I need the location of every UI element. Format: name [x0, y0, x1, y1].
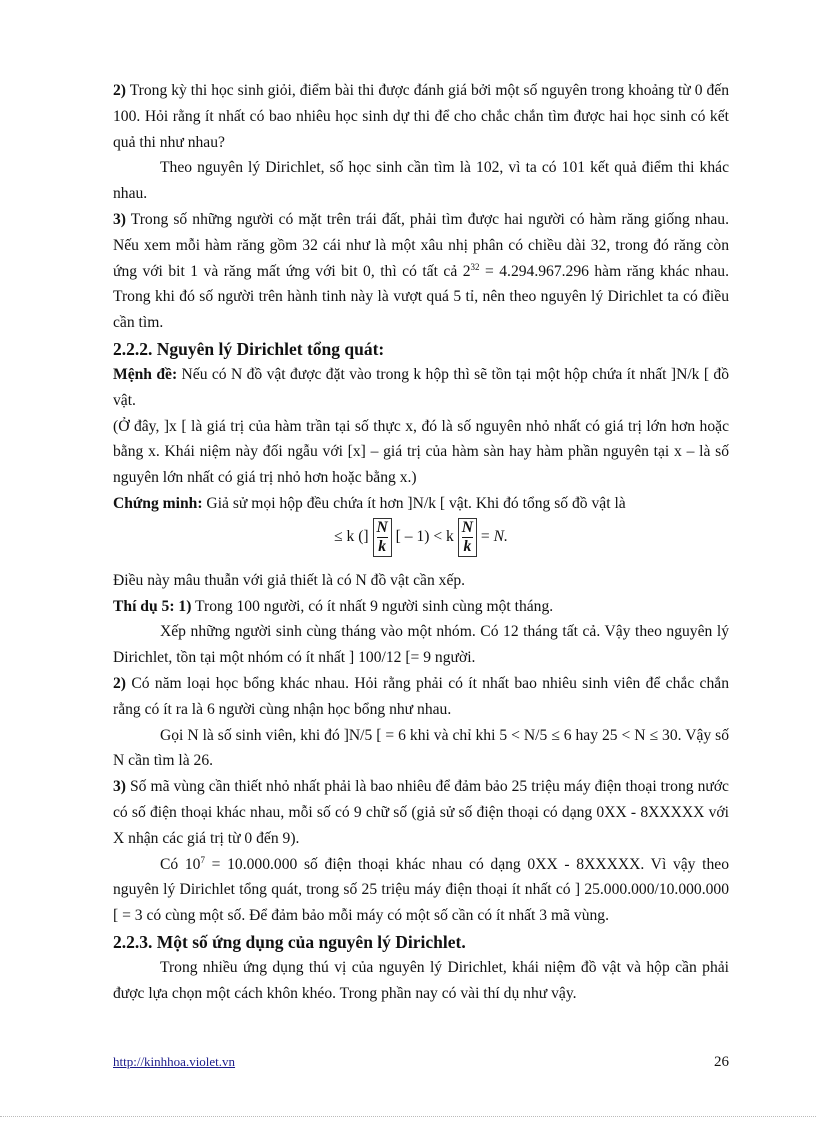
page-body	[113, 78, 729, 1007]
example-5-3: 3) Số mã vùng cần thiết nhỏ nhất phải là bao nhiêu để đảm bảo 25 triệu máy điện thoại trong nước có số điện thoại khác nhau, mỗi số có 9 chữ số (giả sử số điện thoại có dạng 0XX - 8XXXXX với X nhận các giá trị từ 0 đến 9).	[113, 778, 729, 847]
proposition-label: Mệnh đề:	[113, 365, 178, 383]
example-5-1: Thí dụ 5: 1) Trong 100 người, có ít nhất 9 người sinh cùng một tháng.	[113, 597, 554, 615]
page-border	[0, 1116, 816, 1117]
example-label: Thí dụ 5: 1)	[113, 597, 192, 615]
proof-label: Chứng minh:	[113, 494, 203, 512]
proof-formula: ≤ k (] $\frac{N}{k}$ [ – 1) < k $\frac{N}{k}$ = N.	[334, 518, 508, 555]
paragraph-example-2: 2) Trong kỳ thi học sinh giỏi, điểm bài thi được đánh giá bởi một số nguyên trong khoảng từ 0 đến 100. Hỏi rằng ít nhất có bao nhiêu học sinh dự thi để cho chắc chắn tìm được hai học sinh có kết quả thi như nhau?	[113, 82, 729, 151]
fraction-n-over-k: $\frac{N}{k}$	[373, 518, 392, 557]
footer-link[interactable]: http://kinhhoa.violet.vn	[113, 1054, 236, 1069]
section-heading-2-2-3: 2.2.3. Một số ứng dụng của nguyên lý Dirichlet.	[113, 931, 466, 952]
item-number: 3)	[113, 210, 126, 228]
page-footer	[113, 1054, 729, 1071]
contradiction-line: Điều này mâu thuẫn với giả thiết là có N đồ vật cần xếp.	[113, 571, 466, 589]
item-number: 3)	[113, 778, 126, 796]
paragraph-example-3: 3) Trong số những người có mặt trên trái đất, phải tìm được hai người có hàm răng giống nhau. Nếu xem mỗi hàm răng gồm 32 cái như là một xâu nhị phân có chiều dài 32, trong đó răng còn ứng với bit 1 và răng mất ứng với bit 0, thì có tất cả $2^{32} = 4.294.967.296$ hàm răng khác nhau. Trong khi đó số người trên hành tinh này là vượt quá 5 tỉ, nên theo nguyên lý Dirichlet ta có điều cần tìm.	[113, 210, 729, 332]
example-5-3-solution: Có $10^7 = 10.000.000$ số điện thoại khác nhau có dạng 0XX - 8XXXXX. Vì vậy theo nguyên lý Dirichlet tổng quát, trong số 25 triệu máy điện thoại ít nhất có ] 25.000.000/10.000.000 [ = 3 có cùng một số. Để đảm bảo mỗi máy có một số cần có ít nhất 3 mã vùng.	[113, 854, 729, 925]
item-number: 2)	[113, 82, 126, 99]
proof: Chứng minh: Giả sử mọi hộp đều chứa ít hơn ]N/k [ vật. Khi đó tổng số đồ vật là	[113, 494, 626, 512]
item-number: 2)	[113, 674, 126, 692]
example-5-1-solution: Xếp những người sinh cùng tháng vào một nhóm. Có 12 tháng tất cả. Vậy theo nguyên lý Dirichlet, tồn tại một nhóm có ít nhất ] 100/12 [= 9 người.	[113, 623, 729, 667]
proposition: Mệnh đề: Nếu có N đồ vật được đặt vào trong k hộp thì sẽ tồn tại một hộp chứa ít nhất ]N/k [ đồ vật.	[113, 365, 729, 409]
paragraph-applications: Trong nhiều ứng dụng thú vị của nguyên lý Dirichlet, khái niệm đồ vật và hộp cần phải được lựa chọn một cách khôn khéo. Trong phần nay có vài thí dụ như vậy.	[113, 958, 729, 1002]
paragraph-solution-2: Theo nguyên lý Dirichlet, số học sinh cần tìm là 102, vì ta có 101 kết quả điểm thi khác nhau.	[113, 159, 729, 203]
section-heading-2-2-2: 2.2.2. Nguyên lý Dirichlet tổng quát:	[113, 338, 385, 359]
ceiling-note: (Ở đây, ]x [ là giá trị của hàm trần tại số thực x, đó là số nguyên nhỏ nhất có giá trị lớn hơn hoặc bằng x. Khái niệm này đối ngẫu với [x] – giá trị của hàm sàn hay hàm phần nguyên tại x – là số nguyên lớn nhất có giá trị nhỏ hơn hoặc bằng x.)	[113, 417, 729, 487]
example-5-2-solution: Gọi N là số sinh viên, khi đó ]N/5 [ = 6 khi và chỉ khi 5 < N/5 ≤ 6 hay 25 < N ≤ 30. Vậy số N cần tìm là 26.	[113, 726, 729, 770]
fraction-n-over-k: $\frac{N}{k}$	[458, 518, 477, 557]
page-number: 26	[714, 1054, 729, 1070]
example-5-2: 2) Có năm loại học bổng khác nhau. Hỏi rằng phải có ít nhất bao nhiêu sinh viên để chắc chắn rằng có ít ra là 6 người cùng nhận học bổng như nhau.	[113, 674, 729, 718]
